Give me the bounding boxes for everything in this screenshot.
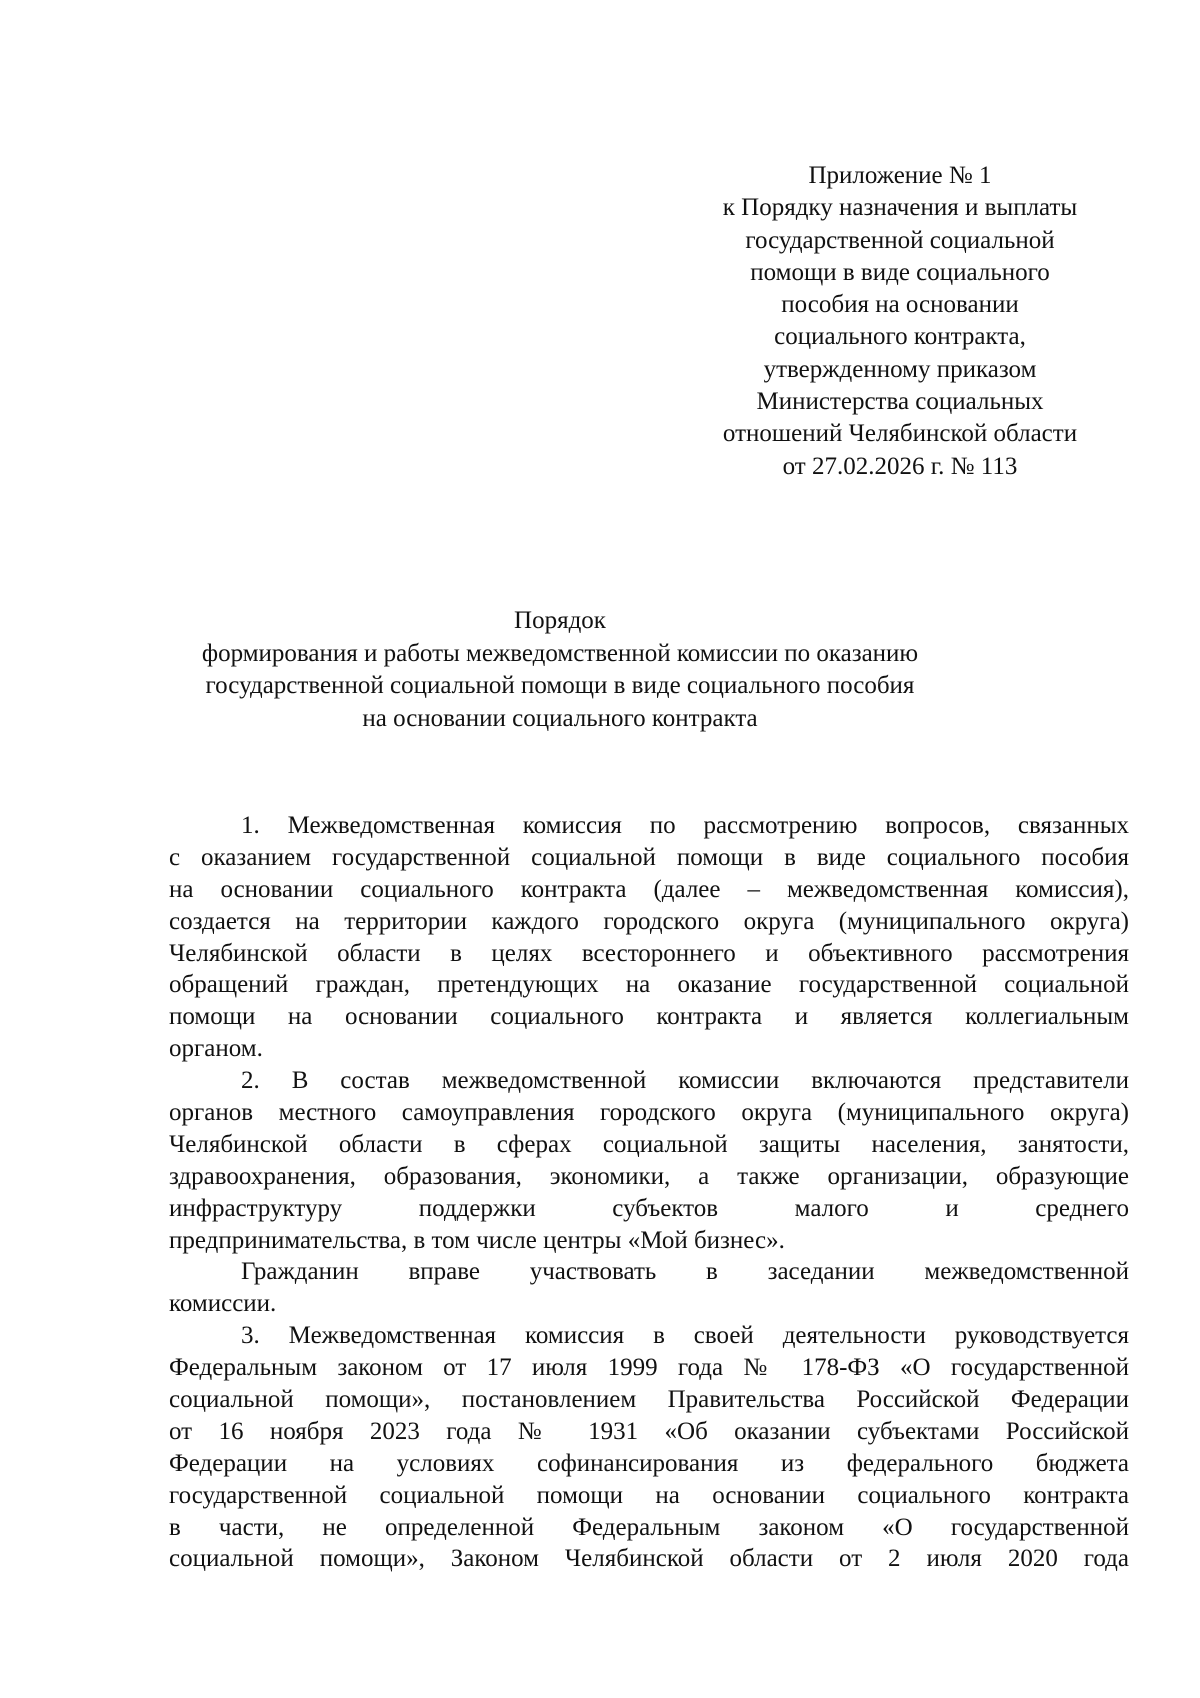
title-line: Порядок (514, 607, 606, 634)
paragraph-1-line: органом. (169, 1035, 263, 1063)
appendix-line: государственной социальной (745, 226, 1055, 254)
paragraph-2b-line: Гражданин вправе участвовать в заседании межведомственной (241, 1258, 1129, 1286)
paragraph-3-line: социальной помощи», Законом Челябинской области от 2 июля 2020 года (169, 1545, 1129, 1573)
document-title (200, 605, 920, 735)
paragraph-3-line: государственной социальной помощи на основании социального контракта (169, 1481, 1129, 1509)
appendix-line: помощи в виде социального (750, 258, 1050, 286)
paragraph-1-line: на основании социального контракта (далее – межведомственная комиссия), (169, 875, 1129, 903)
appendix-line: от 27.02.2026 г. № 113 (782, 452, 1018, 480)
title-line: формирования и работы межведомственной комиссии по оказанию (201, 639, 919, 667)
paragraph-2b-line: комиссии. (169, 1290, 277, 1318)
paragraph-2-line: инфраструктуру поддержки субъектов малого и среднего (169, 1194, 1129, 1222)
appendix-line: Министерства социальных (756, 388, 1044, 416)
document-body (169, 810, 1129, 1575)
paragraph-2-line: органов местного самоуправления городского округа (муниципального округа) (169, 1099, 1129, 1127)
appendix-line: социального контракта, (774, 323, 1026, 351)
appendix-line: к Порядку назначения и выплаты (722, 194, 1078, 222)
appendix-header (700, 160, 1100, 483)
paragraph-3-line: социальной помощи», постановлением Правительства Российской Федерации (169, 1386, 1129, 1414)
paragraph-2-line: 2. В состав межведомственной комиссии включаются представители (241, 1067, 1129, 1095)
title-line: государственной социальной помощи в виде социального пособия (205, 672, 915, 699)
appendix-line: пособия на основании (781, 291, 1019, 319)
paragraph-1-line: с оказанием государственной социальной помощи в виде социального пособия (169, 843, 1129, 871)
appendix-line: утвержденному приказом (763, 355, 1037, 383)
paragraph-1-line: обращений граждан, претендующих на оказание государственной социальной (169, 971, 1129, 999)
paragraph-2-line: Челябинской области в сферах социальной защиты населения, занятости, (169, 1130, 1129, 1158)
paragraph-2-line: предпринимательства, в том числе центры «Мой бизнес». (169, 1226, 785, 1254)
title-line: на основании социального контракта (362, 704, 758, 732)
appendix-line: Приложение № 1 (808, 162, 992, 189)
paragraph-1-line: 1. Межведомственная комиссия по рассмотрению вопросов, связанных (241, 812, 1129, 839)
paragraph-3-line: 3. Межведомственная комиссия в своей деятельности руководствуется (241, 1322, 1129, 1350)
appendix-line: отношений Челябинской области (722, 420, 1078, 448)
paragraph-1-line: помощи на основании социального контракта и является коллегиальным (169, 1003, 1129, 1031)
paragraph-3-line: от 16 ноября 2023 года № 1931 «Об оказании субъектами Российской (169, 1417, 1129, 1445)
paragraph-1-line: Челябинской области в целях всестороннего и объективного рассмотрения (169, 939, 1129, 967)
paragraph-3-line: в части, не определенной Федеральным законом «О государственной (169, 1513, 1129, 1541)
paragraph-2-line: здравоохранения, образования, экономики, а также организации, образующие (169, 1162, 1129, 1190)
paragraph-1-line: создается на территории каждого городского округа (муниципального округа) (169, 907, 1129, 935)
paragraph-3-line: Федерации на условиях софинансирования из федерального бюджета (169, 1449, 1129, 1477)
paragraph-3-line: Федеральным законом от 17 июля 1999 года № 178-ФЗ «О государственной (169, 1354, 1129, 1382)
